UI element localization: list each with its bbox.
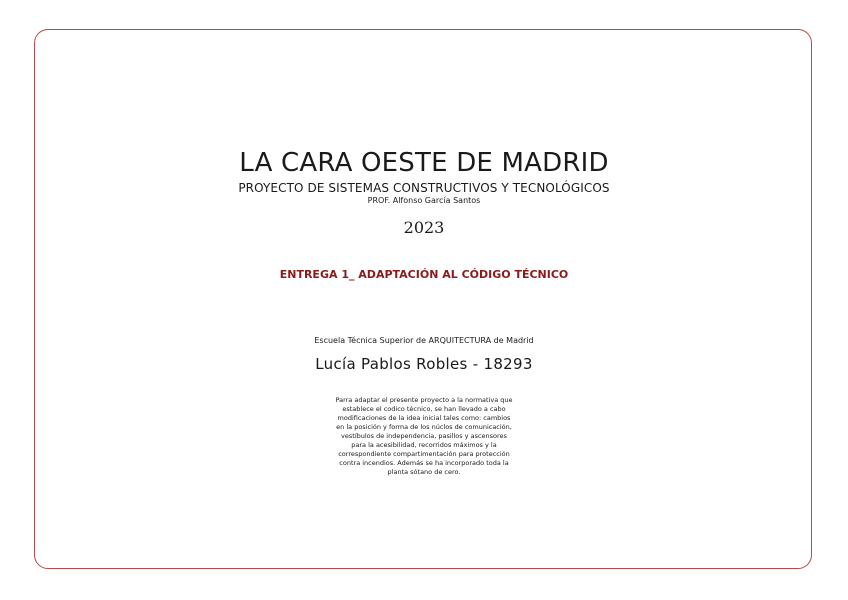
project-title: LA CARA OESTE DE MADRID <box>239 148 609 178</box>
project-subtitle: PROYECTO DE SISTEMAS CONSTRUCTIVOS Y TECNOLÓGICOS <box>238 181 610 195</box>
project-year: 2023 <box>403 218 445 237</box>
project-description: Parra adaptar el presente proyecto a la normativa que establece el codico técnico, se han llevado a cabo modificaciones de la idea inicial tales como: cambios en la posición y forma de los núclos de comunicación, vestíbulos de independencia, pasillos y ascensores para la acesibilidad, recorridos máximos y la correspondiente compartimentación para protección contra incendios. Además se ha incorporado toda la planta sótano de cero. <box>335 396 513 476</box>
author-name: Lucía Pablos Robles - 18293 <box>315 355 533 373</box>
delivery-heading: ENTREGA 1_ ADAPTACIÓN AL CÓDIGO TÉCNICO <box>279 268 569 281</box>
page-frame <box>34 29 812 569</box>
professor-name: PROF. Alfonso García Santos <box>367 196 481 205</box>
school-name: Escuela Técnica Superior de ARQUITECTURA de Madrid <box>314 336 534 345</box>
